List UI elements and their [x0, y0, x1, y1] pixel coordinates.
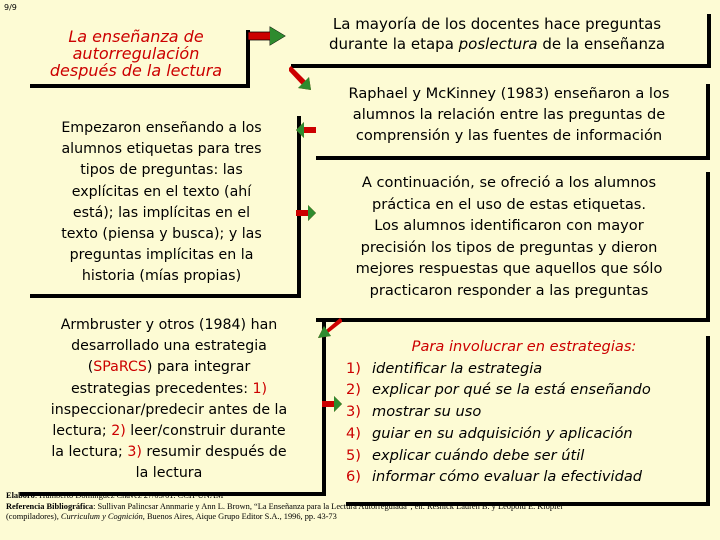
right-box-2	[312, 168, 706, 318]
strategy-step	[342, 379, 706, 401]
left2-line-7	[16, 442, 322, 463]
top-line-2-emphasis: poslectura	[458, 35, 538, 53]
right-box-1	[312, 80, 706, 156]
left2-line-3	[16, 357, 322, 378]
footer-references	[6, 491, 718, 523]
left2-line-2: desarrollado una estrategia	[71, 338, 267, 355]
left1-line: tipos de preguntas: las	[80, 162, 243, 179]
footer-reference-text-3: , Buenos Aires, Aique Grupo Editor S.A., 1996, pp. 43-73	[142, 512, 337, 521]
left2-line-3-b: ) para integrar	[146, 359, 251, 376]
footer-reference-text: : Sullivan Palincsar Annmarie y Ann L. Brown, “La Enseñanza para la Lectura Autorregulada”, en: Resnick Lauren B. y Leopold E. Klopfer	[93, 501, 564, 511]
right2-line: mejores respuestas que aquellos que sólo	[355, 260, 663, 278]
top-box	[287, 10, 707, 64]
step-number: 5)	[346, 446, 361, 464]
left2-line-5: inspeccionar/predecir antes de la	[50, 401, 288, 418]
top-line-2	[287, 34, 707, 54]
right1-line: comprensión y las fuentes de información	[355, 127, 663, 144]
arrow-down-right-icon	[289, 66, 313, 92]
left2-line-7-a: la lectura;	[51, 444, 128, 461]
step-text: explicar cuándo debe ser útil	[372, 446, 585, 464]
right2-line: A continuación, se ofreció a los alumnos	[361, 174, 657, 191]
step-number-2: 2)	[111, 423, 126, 440]
title-line-1: La enseñanza de	[68, 27, 204, 46]
top-line-2-a: durante la etapa	[328, 35, 459, 53]
sparcs-acronym: SPaRCS	[93, 359, 147, 376]
footer-author	[6, 491, 718, 502]
step-number: 3)	[346, 403, 361, 421]
left2-line-6-a: lectura;	[52, 423, 112, 440]
right2-line: practicaron responder a las preguntas	[369, 281, 649, 299]
step-number: 2)	[346, 381, 361, 399]
step-text: mostrar su uso	[372, 403, 482, 421]
top-line-1: La mayoría de los docentes hace preguntas	[332, 15, 662, 33]
right1-line: Raphael y McKinney (1983) enseñaron a los	[348, 85, 670, 102]
left1-line: está); las implícitas en el	[72, 204, 251, 221]
title-box	[26, 26, 246, 84]
left-box-2	[16, 312, 322, 492]
right2-line: precisión los tipos de preguntas y dieron	[360, 238, 658, 256]
top-line-2-c: de la enseñanza	[537, 35, 666, 53]
strategies-heading: Para involucrar en estrategias:	[411, 338, 637, 355]
step-text: identificar la estrategia	[372, 359, 543, 377]
left2-line-4	[16, 379, 322, 400]
left1-line: historia (mías propias)	[81, 268, 242, 285]
strategy-step	[342, 423, 706, 445]
step-number: 6)	[346, 468, 361, 486]
left1-line: Empezaron enseñando a los	[61, 120, 262, 136]
right2-line: Los alumnos identificaron con mayor	[374, 217, 644, 235]
strategy-step	[342, 401, 706, 423]
footer-reference-label: Referencia Bibliográfica	[6, 501, 94, 511]
strategy-step	[342, 358, 706, 380]
footer-reference-cont	[6, 512, 718, 523]
step-number: 1)	[346, 359, 361, 377]
footer-reference	[6, 502, 718, 513]
left1-line: explícitas en el texto (ahí	[71, 183, 252, 200]
arrow-right-icon	[322, 396, 342, 412]
left2-line-7-b: resumir después de	[141, 444, 287, 461]
step-text: explicar por qué se la está enseñando	[372, 381, 651, 399]
left-box-1	[26, 112, 297, 294]
left1-line: alumnos etiquetas para tres	[61, 141, 262, 158]
step-text: informar cómo evaluar la efectividad	[372, 468, 643, 486]
right2-line: práctica en el uso de estas etiquetas.	[371, 195, 647, 213]
strategy-step	[342, 445, 706, 467]
left2-line-1: Armbruster y otros (1984) han	[60, 317, 278, 333]
step-number-1: 1)	[252, 380, 268, 397]
slide-number: 9/9	[4, 3, 17, 12]
step-number: 4)	[346, 424, 361, 442]
arrow-left-icon	[318, 318, 342, 340]
left1-line: texto (piensa y busca); y las	[61, 226, 262, 243]
left2-line-4-a: estrategias precedentes:	[70, 380, 253, 397]
footer-reference-text-2: (compiladores),	[6, 512, 61, 521]
right1-line: alumnos la relación entre las preguntas de	[352, 106, 666, 123]
right-box-3	[342, 332, 706, 502]
step-number-3: 3)	[127, 444, 142, 461]
footer-book-title: Curriculum y Cognición	[60, 512, 143, 521]
arrow-right-icon	[296, 205, 316, 221]
left2-line-6-b: leer/construir durante	[125, 423, 286, 440]
arrow-left-icon	[296, 122, 316, 138]
arrow-right-icon	[248, 27, 286, 45]
title-line-2: autorregulación	[72, 44, 200, 63]
footer-author-label: Elaboró	[6, 491, 35, 500]
footer-author-text: : Humberto Domínguez Chávez 27/03/01. CCH-UNAM	[34, 491, 224, 500]
left2-line-6	[16, 421, 322, 442]
title-line-3: después de la lectura	[49, 61, 223, 80]
left2-paren-open: (	[87, 359, 94, 376]
step-text: guiar en su adquisición y aplicación	[372, 424, 633, 442]
left2-line-8: la lectura	[135, 465, 203, 482]
strategy-step	[342, 466, 706, 488]
left1-line: preguntas implícitas en la	[69, 247, 254, 264]
